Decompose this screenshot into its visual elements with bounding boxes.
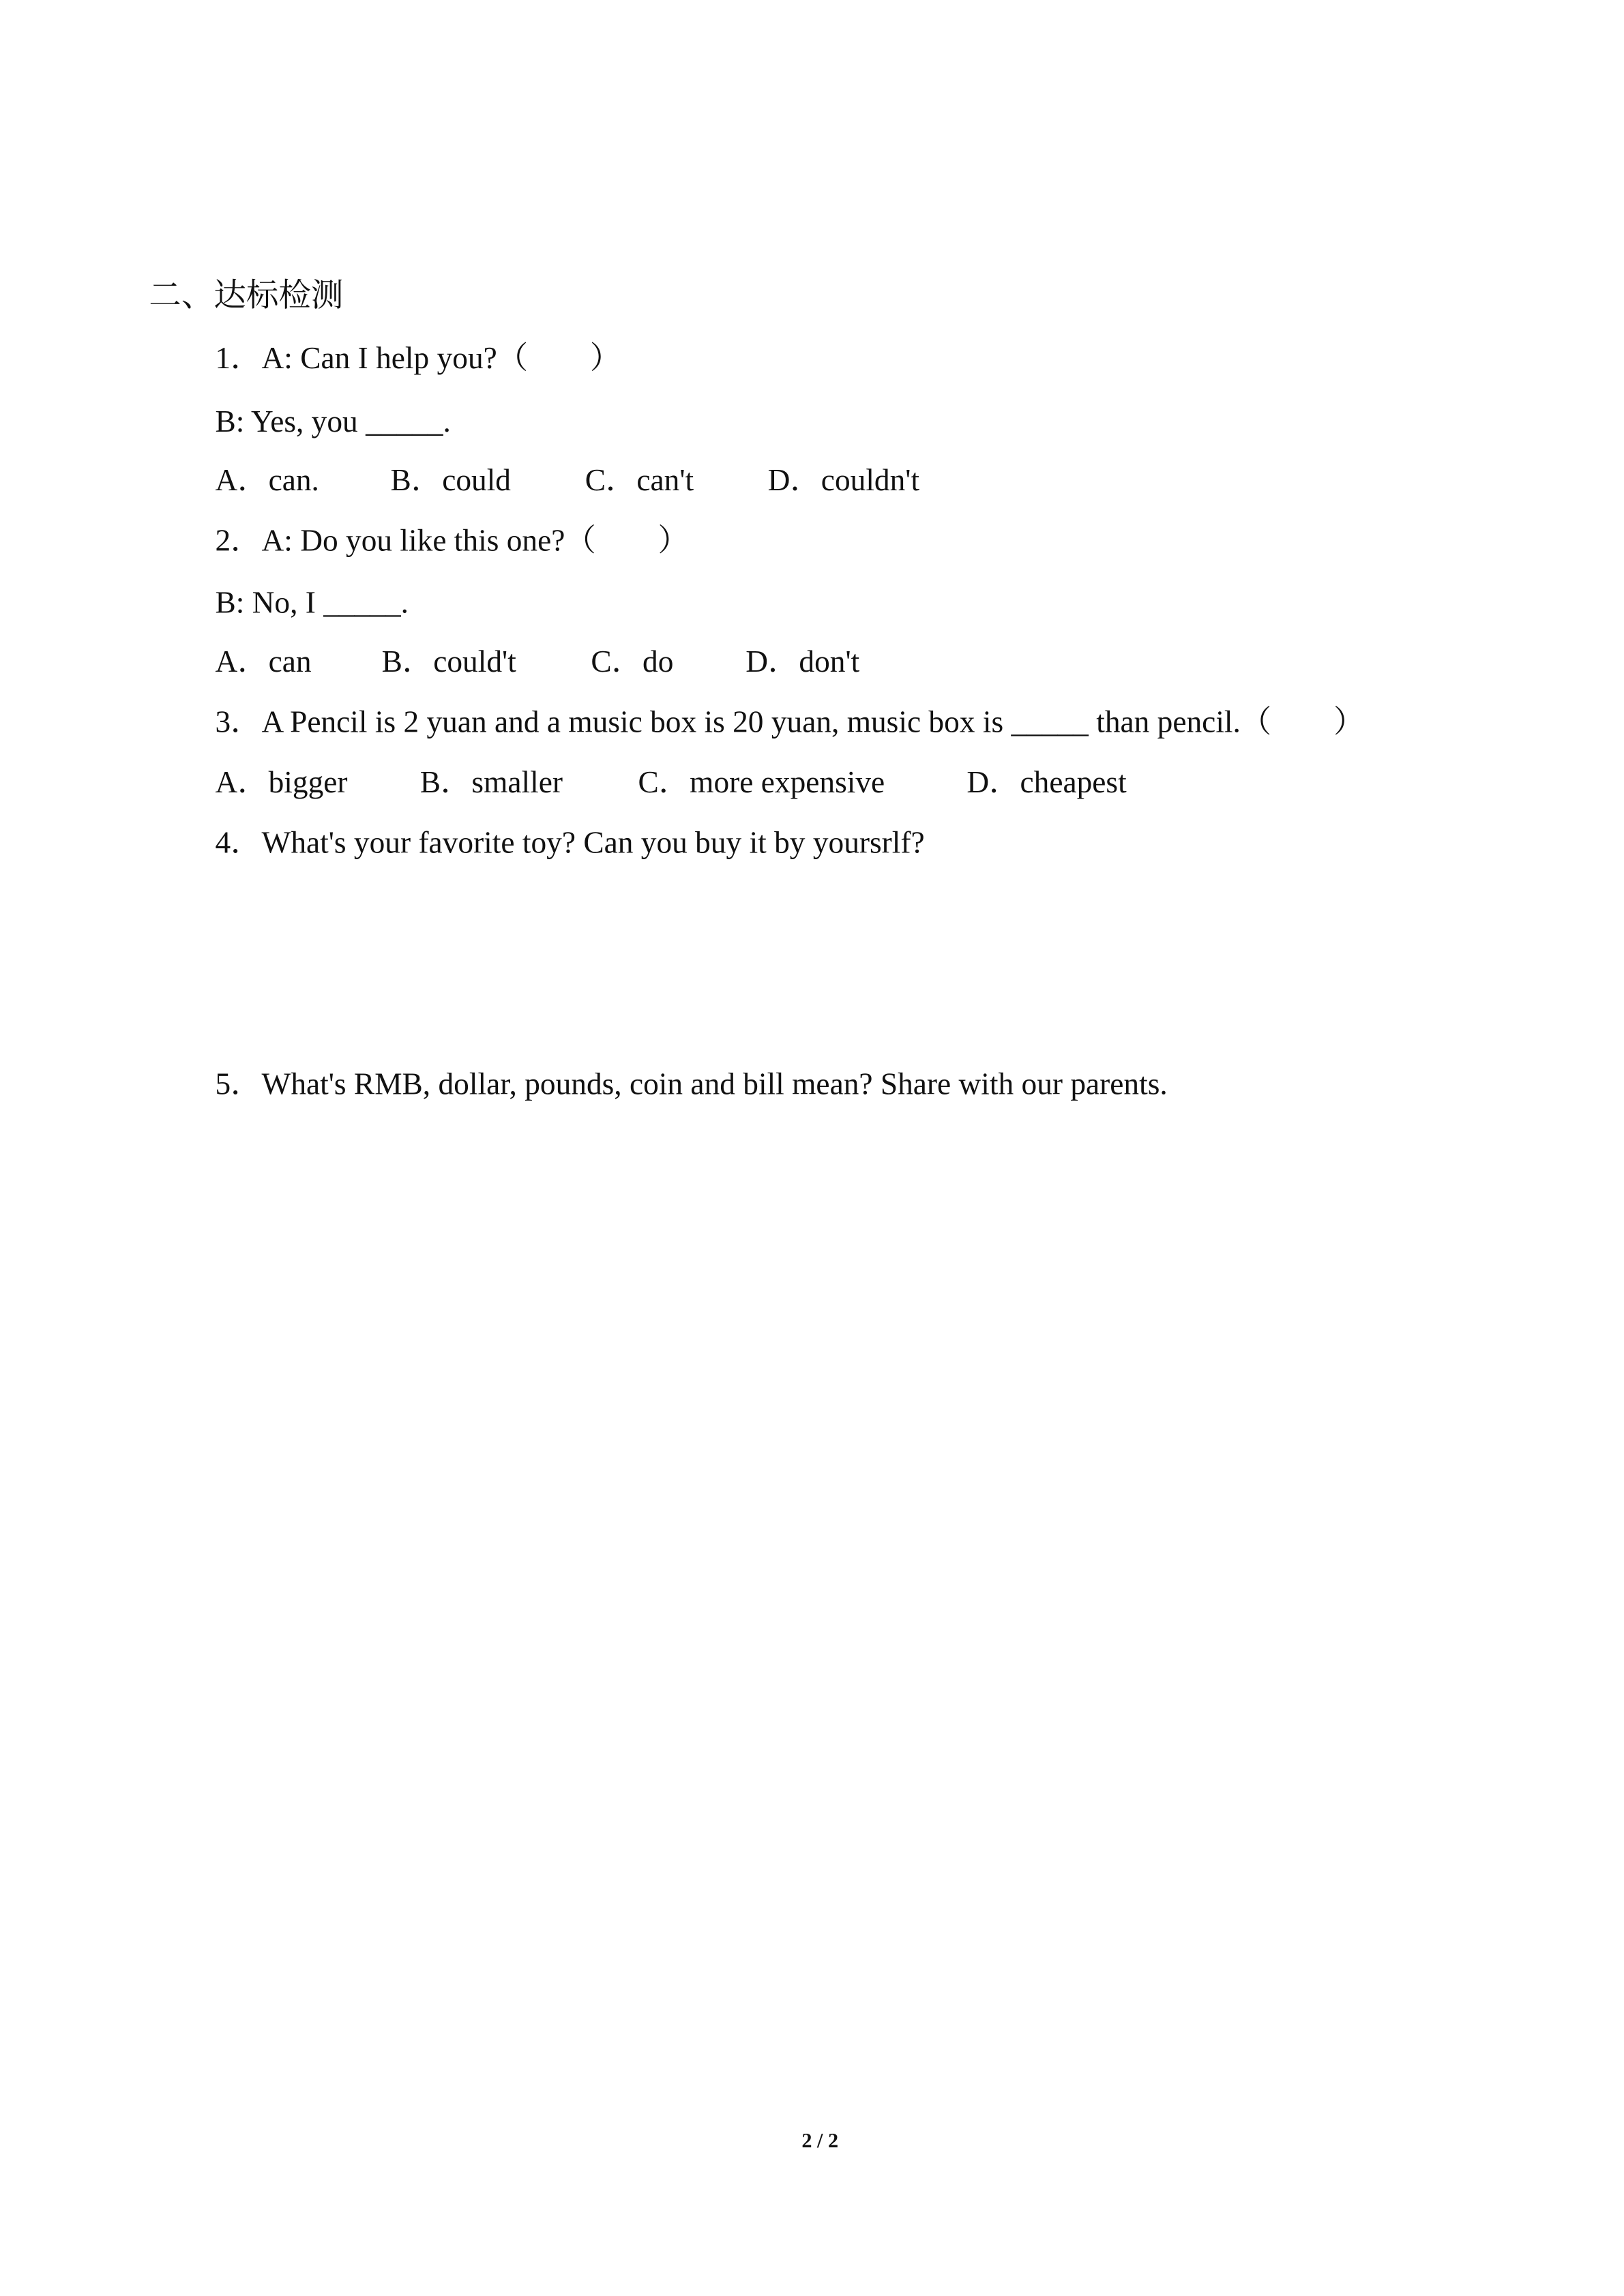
question-1-option-c: C．can't — [585, 462, 694, 498]
question-3-option-c: C．more expensive — [638, 764, 885, 800]
question-3-option-d: D．cheapest — [966, 764, 1127, 800]
question-1-option-b: B．could — [390, 462, 512, 498]
page-number: 2 / 2 — [801, 2131, 839, 2153]
question-2-option-c: C．do — [591, 643, 674, 679]
question-2-reply: B: No, I _____. — [215, 584, 409, 621]
question-1-prompt: 1．A: Can I help you?（ ） — [215, 340, 621, 376]
question-4-prompt: 4．What's your favorite toy? Can you buy it by yoursrlf? — [215, 824, 925, 861]
question-2-prompt: 2．A: Do you like this one?（ ） — [215, 522, 689, 558]
question-1-option-a: A．can. — [215, 462, 319, 498]
question-3-prompt: 3．A Pencil is 2 yuan and a music box is 20 yuan, music box is _____ than pencil.（ ） — [215, 704, 1365, 740]
question-3-option-a: A．bigger — [215, 764, 348, 800]
question-1-option-d: D．couldn't — [767, 462, 920, 498]
question-2-option-a: A．can — [215, 643, 312, 679]
question-1-reply: B: Yes, you _____. — [215, 403, 451, 439]
question-3-option-b: B．smaller — [419, 764, 563, 800]
question-5-prompt: 5．What's RMB, dollar, pounds, coin and bill mean? Share with our parents. — [215, 1066, 1168, 1102]
section-title: 二、达标检测 — [149, 277, 344, 314]
question-2-option-d: D．don't — [745, 643, 860, 679]
question-2-option-b: B．could't — [381, 643, 516, 679]
